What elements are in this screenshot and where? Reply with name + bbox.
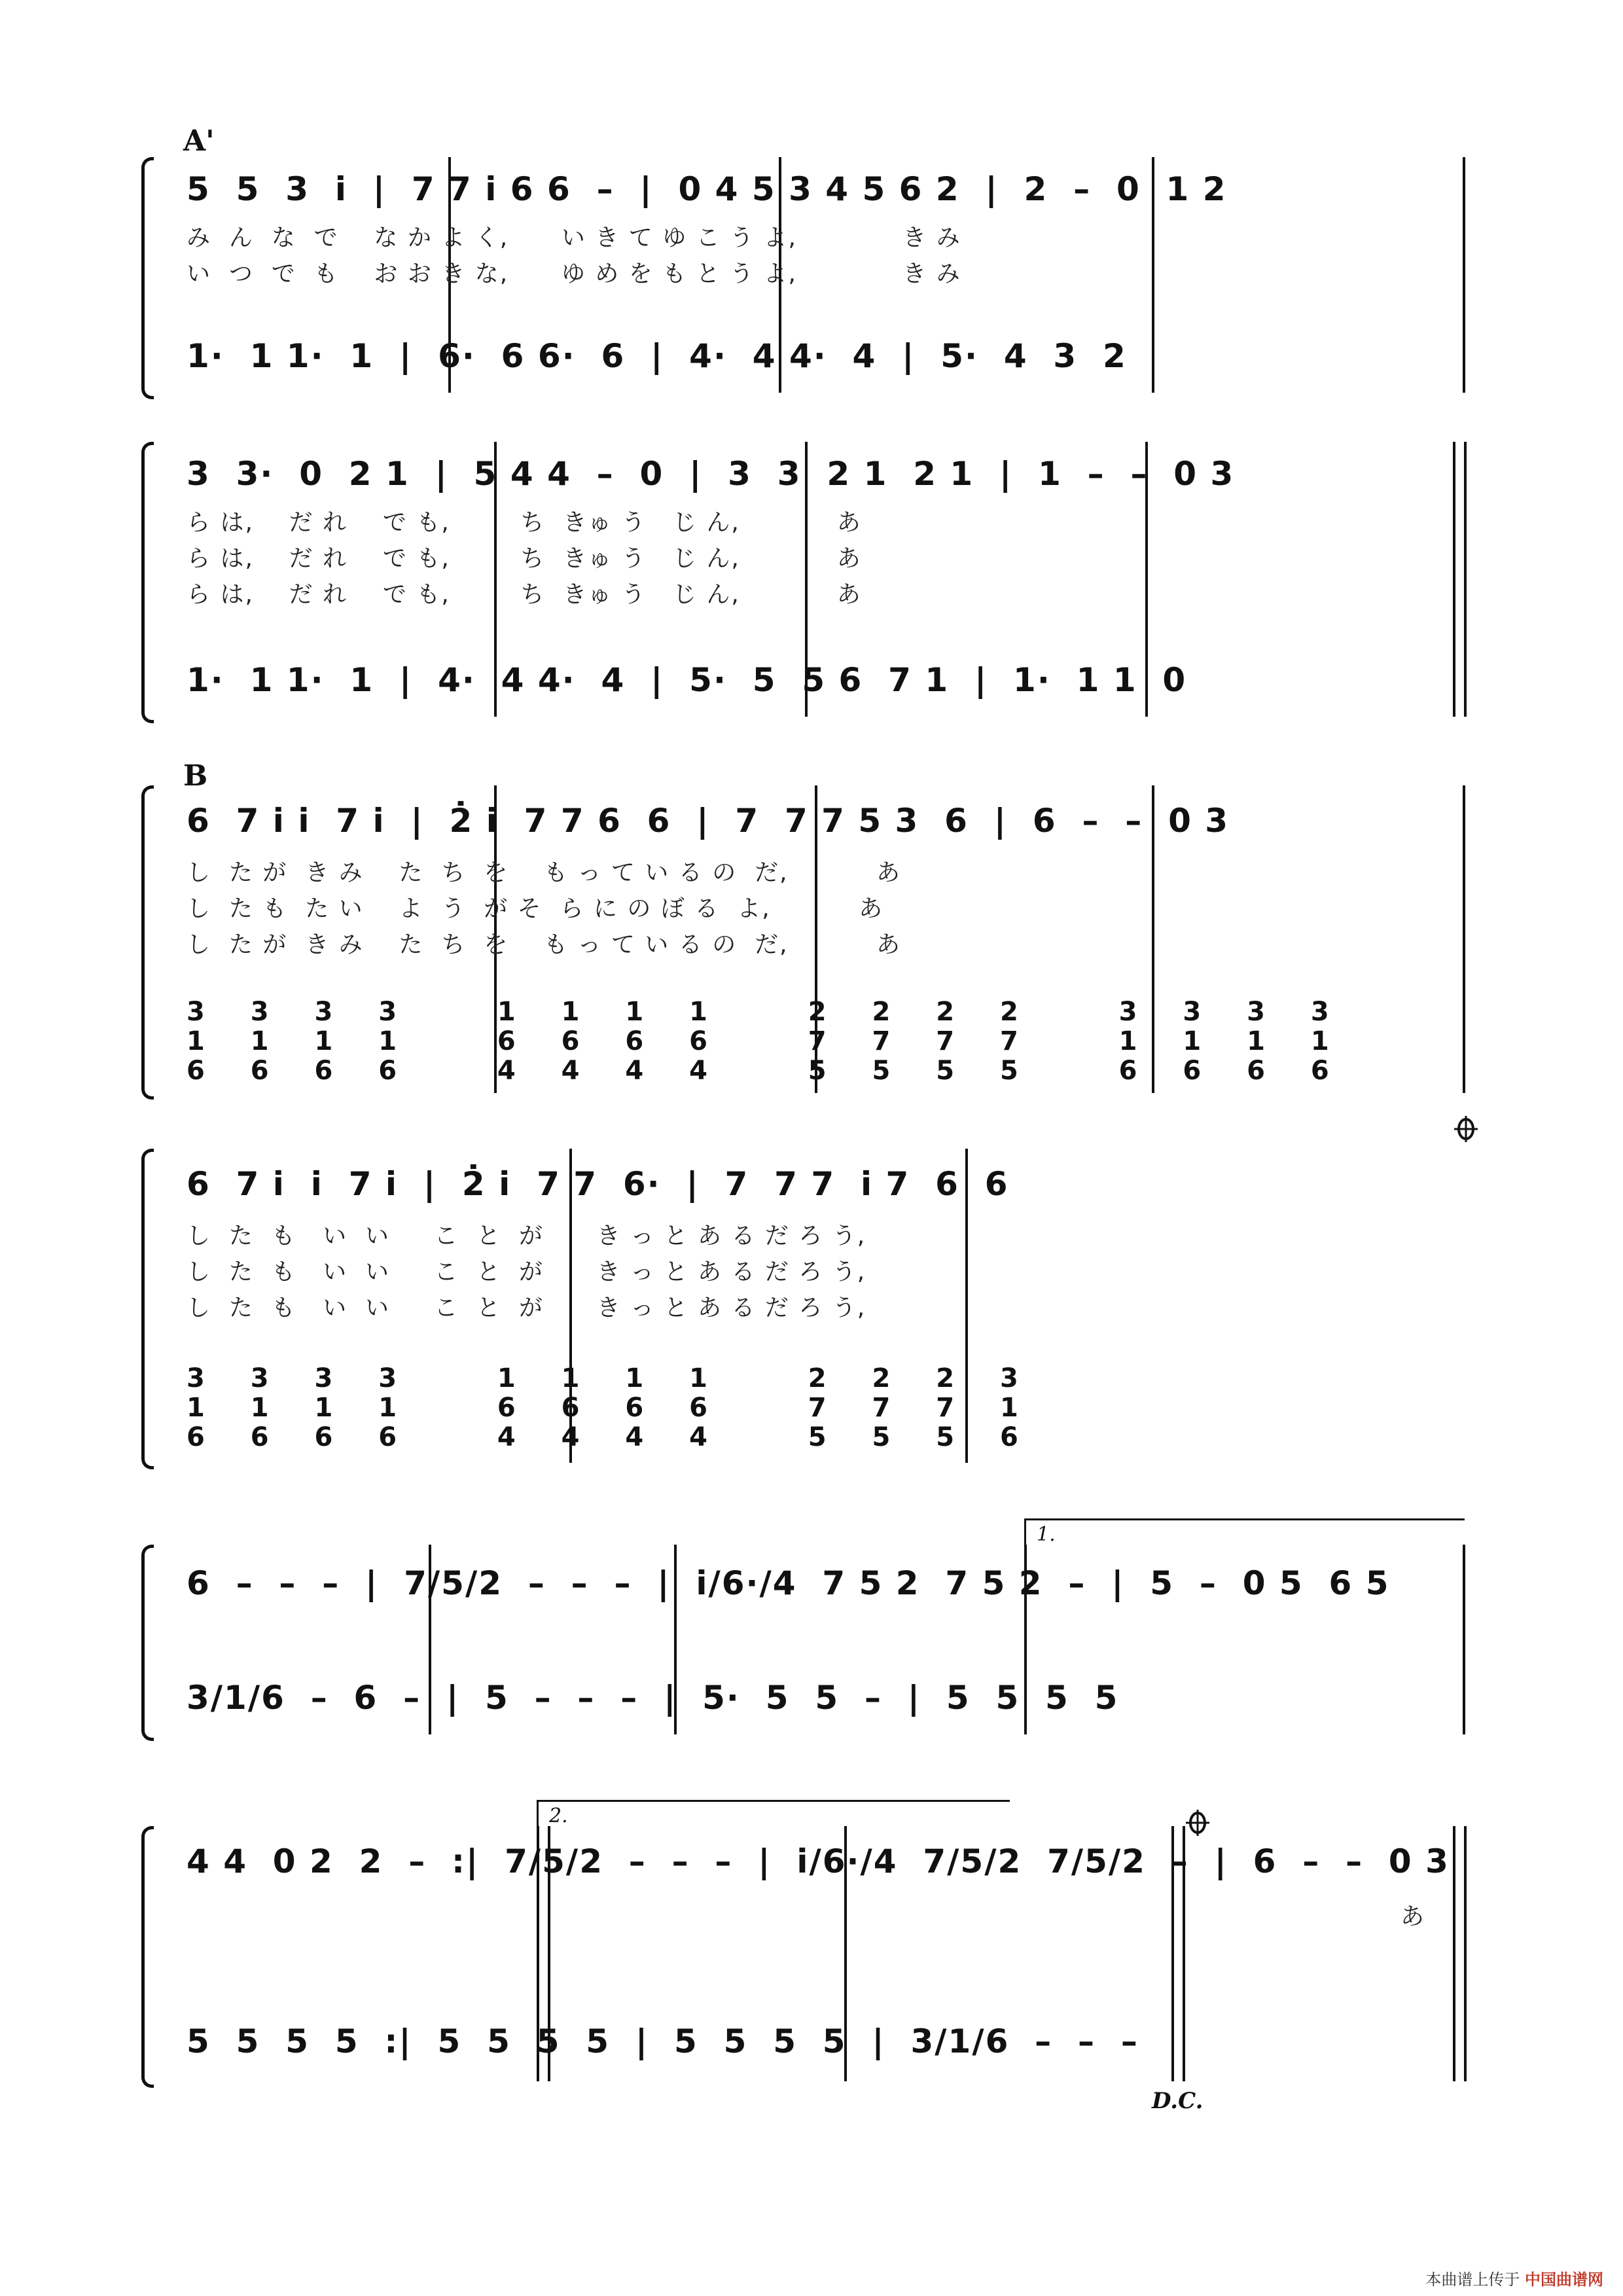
bass-line: 1· 1 1· 1 | 6· 6 6· 6 | 4· 4 4· 4 | 5· 4 3 2 (187, 337, 1127, 375)
lyric-verse-2: い つ で も お お き な, ゆ め を も と う よ, き み (187, 260, 961, 287)
lyric-verse-2: ら は, だ れ で も, ち きゅ う じ ん, あ (187, 545, 862, 572)
coda-sign-icon (1185, 1810, 1211, 1836)
lyric-verse-2: し た も た い よ う が そ ら に の ぼ る よ, あ (187, 895, 884, 922)
melody-line: 6 7 i̇ i̇ 7 i̇ | 2̇ i̇ 7 7 6· | 7 7 7 i̇ 7 6 6 (187, 1165, 1009, 1203)
melody-line: 6 – – – | 7/5/2 – – – | i̇/6·/4 7 5 2 7 5 2 – | 5 – 0 5 6 5 (187, 1564, 1390, 1602)
barline (1463, 785, 1465, 1093)
footer-site-link[interactable]: 中国曲谱网 (1525, 2270, 1603, 2289)
chord-middle-notes: 1 1 1 1 6 6 6 6 7 7 7 7 1 1 1 1 (187, 1026, 1347, 1056)
chord-top-notes: 3 3 3 3 1 1 1 1 2 2 2 3 (187, 1363, 1037, 1393)
lyric-verse-1: み ん な で な か よ く, い き て ゆ こ う よ, き み (187, 224, 961, 251)
system-bracket (141, 1826, 154, 2088)
system-bracket (141, 1545, 154, 1741)
system-1 (151, 124, 1472, 393)
lyric-verse-2: し た も い い こ と が き っ と あ る だ ろ う, (187, 1259, 866, 1285)
second-ending-bracket (537, 1800, 1010, 1831)
final-barline (1453, 442, 1467, 717)
system-5 (151, 1523, 1472, 1734)
barline (1463, 157, 1465, 393)
section-label-b: B (183, 759, 208, 793)
section-label-a-prime: A' (183, 124, 215, 158)
bass-line: 1· 1 1· 1 | 4· 4 4· 4 | 5· 5 5 6 7 1 | 1· 1 1 0 (187, 661, 1187, 699)
volta-1-label: 1. (1037, 1523, 1056, 1546)
footer-credit (1425, 2267, 1603, 2289)
lyric-verse-3: し た も い い こ と が き っ と あ る だ ろ う, (187, 1295, 866, 1321)
lyric-verse-1: し た が き み た ち を も っ て い る の だ, あ (187, 859, 901, 886)
lyric-verse-3: し た が き み た ち を も っ て い る の だ, あ (187, 931, 901, 958)
coda-sign-icon (1453, 1116, 1479, 1142)
barline (1463, 1545, 1465, 1734)
chord-top-notes: 3 3 3 3 1 1 1 1 2 2 2 2 3 3 3 3 (187, 997, 1347, 1027)
system-2 (151, 442, 1472, 717)
lyric-verse-1: ら は, だ れ で も, ち きゅ う じ ん, あ (187, 509, 862, 536)
volta-2-label: 2. (549, 1804, 568, 1827)
system-bracket (141, 442, 154, 723)
melody-line: 3 3· 0 2 1 | 5 4 4 – 0 | 3 3 2 1 2 1 | 1 – – 0 3 (187, 455, 1235, 493)
first-ending-bracket (1024, 1518, 1465, 1549)
system-3 (151, 759, 1472, 1093)
da-capo-marking: D.C. (1152, 2088, 1204, 2114)
bass-line: 3/1/6 – 6 – | 5 – – – | 5· 5 5 – | 5 5 5 5 (187, 1679, 1119, 1717)
system-bracket (141, 785, 154, 1100)
final-barline (1453, 1826, 1467, 2081)
melody-line: 6 7 i̇ i̇ 7 i̇ | 2̇ i̇ 7 7 6 6 | 7 7 7 5 3 6 | 6 – – 0 3 (187, 802, 1230, 840)
footer-upload-text: 本曲谱上传于 (1425, 2270, 1520, 2289)
lyric-ending: あ (1400, 1903, 1426, 1930)
chord-middle-notes: 1 1 1 1 6 6 6 6 7 7 7 1 (187, 1393, 1037, 1423)
chord-bottom-notes: 6 6 6 6 4 4 4 4 5 5 5 6 (187, 1422, 1037, 1452)
system-6 (151, 1804, 1472, 2114)
melody-line: 4 4 0 2 2 – :| 7/5/2 – – – | i̇/6·/4 7/5/2 7/5/2 – | 6 – – 0 3 (187, 1842, 1450, 1880)
system-4 (151, 1149, 1472, 1463)
lyric-verse-1: し た も い い こ と が き っ と あ る だ ろ う, (187, 1223, 866, 1249)
bass-line: 5 5 5 5 :| 5 5 5 5 | 5 5 5 5 | 3/1/6 – – – (187, 2022, 1139, 2060)
system-bracket (141, 1149, 154, 1469)
lyric-verse-3: ら は, だ れ で も, ち きゅ う じ ん, あ (187, 581, 862, 608)
system-bracket (141, 157, 154, 399)
chord-bottom-notes: 6 6 6 6 4 4 4 4 5 5 5 5 6 6 6 6 (187, 1056, 1347, 1086)
melody-line: 5 5 3 i̇ | 7 7 i̇ 6 6 – | 0 4 5 3 4 5 6 2 | 2 – 0 1 2 (187, 170, 1227, 208)
